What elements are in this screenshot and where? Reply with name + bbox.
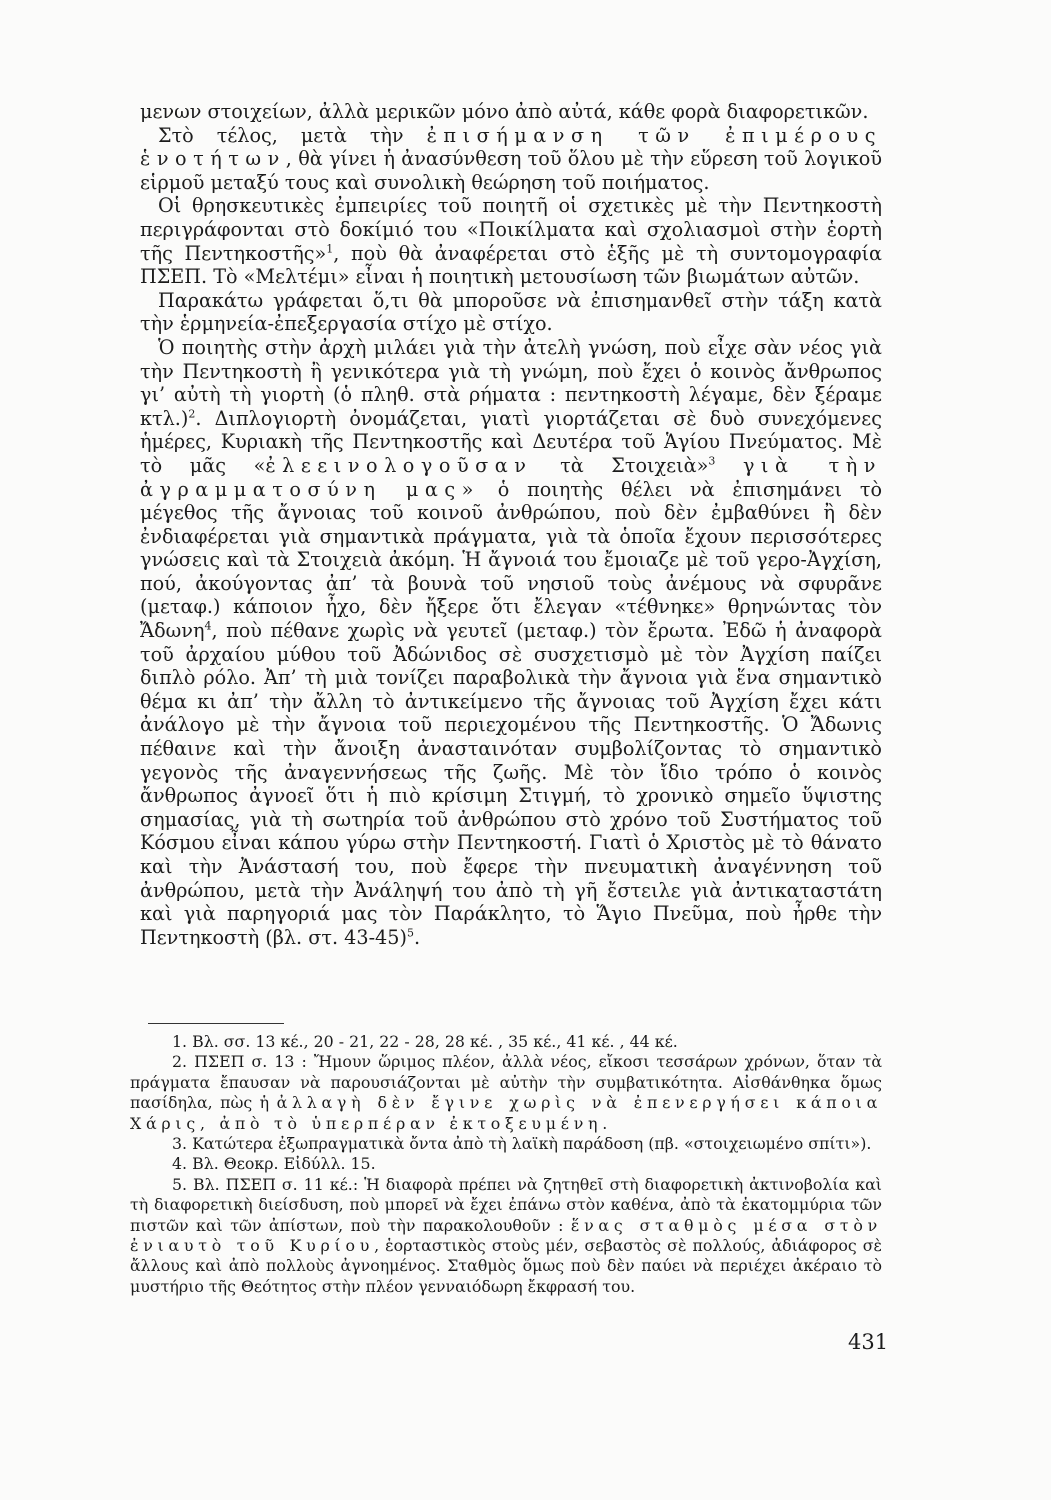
paragraph-3: Οἱ θρησκευτικὲς ἐμπειρίες τοῦ ποιητῆ οἱ σχετικὲς μὲ τὴν Πεντηκοστὴ περιγράφονται στὸ δοκίμιό του «Ποικίλματα καὶ σχολιασμοὶ στὴν ἑορτὴ τῆς Πεντηκοστῆς»$^1$, ποὺ θὰ ἀναφέρεται στὸ ἑξῆς μὲ τὴ συντομογραφία ΠΣΕΠ. Τὸ «Μελτέμι» εἶναι ἡ ποιητικὴ μετουσίωση τῶν βιωμάτων αὐτῶν. bbox=[140, 194, 882, 289]
paragraph-2: Στὸ τέλος, μετὰ τὴν ἐπισήμανση τῶν ἐπιμέρους ἑνοτήτων, θὰ γίνει ἡ ἀνασύνθεση τοῦ ὅλου μὲ τὴν εὕρεση τοῦ λογικοῦ εἱρμοῦ μεταξύ τους καὶ συνολικὴ θεώρηση τοῦ ποιήματος. bbox=[140, 123, 882, 194]
footnote-4: 4. Βλ. Θεοκρ. Εἰδύλλ. 15. bbox=[172, 1154, 376, 1174]
footnote-ref-2: 2 bbox=[188, 407, 196, 421]
footnote-1: 1. Βλ. σσ. 13 κέ., 20 - 21, 22 - 28, 28 κέ. , 35 κέ., 41 κέ. , 44 κέ. bbox=[172, 1032, 678, 1051]
footnote-ref-4: 4 bbox=[204, 619, 212, 633]
paragraph-5: Ὁ ποιητὴς στὴν ἀρχὴ μιλάει γιὰ τὴν ἀτελὴ γνώση, ποὺ εἶχε σὰν νέος γιὰ τὴν Πεντηκοστὴ ἢ γενικότερα γιὰ τὴ γνώμη, ποὺ ἔχει ὁ κοινὸς ἄνθρωπος γι’ αὐτὴ τὴ γιορτὴ (ὁ πληθ. στὰ ρήματα : πεντηκοστὴ λέγαμε, δὲν ξέραμε κτλ.)$^2$. Διπλογιορτὴ ὀνομάζεται, γιατὶ γιορτάζεται σὲ δυὸ συνεχόμενες ἡμέρες, Κυριακὴ τῆς Πεντηκοστῆς καὶ Δευτέρα τοῦ Ἁγίου Πνεύματος. Μὲ τὸ μᾶς «ἐλεεινολογοῦσαν τὰ Στοιχειὰ»$^3$ γιὰ τὴν ἀγραμματοσύνη μας» ὁ ποιητὴς θέλει νὰ ἐπισημάνει τὸ μέγεθος τῆς ἄγνοιας τοῦ κοινοῦ ἀνθρώπου, ποὺ δὲν ἐμβαθύνει ἢ δὲν ἐνδιαφέρεται γιὰ σημαντικὰ πράγματα, γιὰ τὰ ὁποῖα ἔχουν περισσότερες γνώσεις καὶ τὰ Στοιχειὰ ἀκόμη. Ἡ ἄγνοιά του ἔμοιαζε μὲ τοῦ γερο-Ἀγχίση, πού, ἀκούγοντας ἀπ’ τὰ βουνὰ τοῦ νησιοῦ τοὺς ἀνέμους νὰ σφυρᾶνε (μεταφ.) κάποιον ἦχο, δὲν ἤξερε ὅτι ἔλεγαν «τέθνηκε» θρηνώντας τὸν Ἄδωνη$^4$, ποὺ πέθανε χωρὶς νὰ γευτεῖ (μεταφ.) τὸν ἔρωτα. Ἐδῶ ἡ ἀναφορὰ τοῦ ἀρχαίου μύθου τοῦ Ἀδώνιδος σὲ συσχετισμὸ μὲ τὸν Ἀγχίση παίζει διπλὸ ρόλο. Ἀπ’ τὴ μιὰ τονίζει παραβολικὰ τὴν ἄγνοια γιὰ ἕνα σημαντικὸ θέμα κι ἀπ’ τὴν ἄλλη τὸ ἀντικείμενο τῆς ἄγνοιας τοῦ Ἀγχίση ἔχει κάτι ἀνάλογο μὲ τὴν ἄγνοια τοῦ περιεχομένου τῆς Πεντηκοστῆς. Ὁ Ἄδωνις πέθαινε καὶ τὴν ἄνοιξη ἀνασταινόταν συμβολίζοντας τὸ σημαντικὸ γεγονὸς τῆς ἀναγεννήσεως τῆς ζωῆς. Μὲ τὸν ἴδιο τρόπο ὁ κοινὸς ἄνθρωπος ἀγνοεῖ ὅτι ἡ πιὸ κρίσιμη Στιγμή, τὸ χρονικὸ σημεῖο ὕψιστης σημασίας, γιὰ τὴ σωτηρία τοῦ ἀνθρώπου στὸ χρόνο τοῦ Συστήματος τοῦ Κόσμου εἶναι κάπου γύρω στὴν Πεντηκοστή. Γιατὶ ὁ Χριστὸς μὲ τὸ θάνατο καὶ τὴν Ἀνάστασή του, ποὺ ἔφερε τὴν πνευματικὴ ἀναγέννηση τοῦ ἀνθρώπου, μετὰ τὴν Ἀνάληψή του ἀπὸ τὴ γῆ ἔστειλε γιὰ ἀντικαταστάτη καὶ γιὰ παρηγοριά μας τὸν Παράκλητο, τὸ Ἅγιο Πνεῦμα, ποὺ ἦρθε τὴν Πεντηκοστὴ (βλ. στ. 43-45)$^5$. bbox=[140, 335, 882, 949]
footnote-ref-5: 5 bbox=[406, 926, 414, 940]
footnote-ref-1: 1 bbox=[326, 242, 334, 256]
footnote-2: 2. ΠΣΕΠ σ. 13 : Ἤμουν ὥριμος πλέον, ἀλλὰ νέος, εἴκοσι τεσσάρων χρόνων, ὅταν τὰ πράγματα ἔπαυσαν νὰ παρουσιάζονται μὲ αὐτὴν τὴν συμβατικότητα. Αἰσθάνθηκα ὅμως πασίδηλα, πὼς ἡ ἀλλαγὴ δὲν ἔγινε χωρὶς νὰ ἐπενεργήσει κάποια Χάρις, ἀπὸ τὸ ὑπερπέραν ἐκτοξευμένη. bbox=[130, 1052, 882, 1133]
footnote-3: 3. Κατώτερα ἐξωπραγματικὰ ὄντα ἀπὸ τὴ λαϊκὴ παράδοση (πβ. «στοιχειωμένο σπίτι»). bbox=[172, 1134, 872, 1154]
paragraph-1: μενων στοιχείων, ἀλλὰ μερικῶν μόνο ἀπὸ αὐτά, κάθε φορὰ διαφορετικῶν. bbox=[140, 100, 869, 123]
spaced-emphasis: ἀλλαγὴ δὲν ἔγινε χωρὶς νὰ ἐπενεργήσει κάποια Χάρις, ἀπὸ τὸ ὑπερπέραν ἐκτοξευμένη bbox=[130, 1093, 882, 1133]
footnote-divider bbox=[148, 1023, 284, 1024]
footnotes bbox=[130, 1032, 882, 1297]
page-number: 431 bbox=[848, 1330, 889, 1354]
spaced-emphasis: ἐλεεινολογοῦσαν bbox=[265, 453, 533, 477]
spaced-emphasis: γιὰ τὴν ἀγραμματοσύνη μας» bbox=[140, 453, 882, 501]
main-text bbox=[140, 100, 882, 949]
spaced-emphasis: ἕνας σταθμὸς μέσα στὸν ἐνιαυτὸ τοῦ Κυρίου bbox=[130, 1215, 882, 1256]
spaced-emphasis: ἐπισήμανση τῶν ἐπιμέρους ἑνοτήτων bbox=[140, 123, 882, 171]
footnote-ref-3: 3 bbox=[708, 454, 716, 468]
paragraph-4: Παρακάτω γράφεται ὅ,τι θὰ μποροῦσε νὰ ἐπισημανθεῖ στὴν τάξη κατὰ τὴν ἑρμηνεία-ἐπεξεργασία στίχο μὲ στίχο. bbox=[140, 288, 882, 336]
footnote-5: 5. Βλ. ΠΣΕΠ σ. 11 κέ.: Ἡ διαφορὰ πρέπει νὰ ζητηθεῖ στὴ διαφορετικὴ ἀκτινοβολία καὶ τὴ διαφορετικὴ διείσδυση, ποὺ μπορεῖ νὰ ἔχει ἐπάνω στὸν καθένα, ἀπὸ τὰ ἑκατομμύρια τῶν πιστῶν καὶ τῶν ἀπίστων, ποὺ τὴν παρακολουθοῦν : ἕνας σταθμὸς μέσα στὸν ἐνιαυτὸ τοῦ Κυρίου, ἑορταστικὸς στοὺς μέν, σεβαστὸς σὲ πολλούς, ἀδιάφορος σὲ ἄλλους καὶ ἀπὸ πολλοὺς ἀγνοημένος. Σταθμὸς ὅμως ποὺ δὲν παύει νὰ περιέχει ἀκέραιο τὸ μυστήριο τῆς Θεότητος στὴν πλέον γενναιόδωρη ἔκφρασή του. bbox=[130, 1174, 883, 1296]
